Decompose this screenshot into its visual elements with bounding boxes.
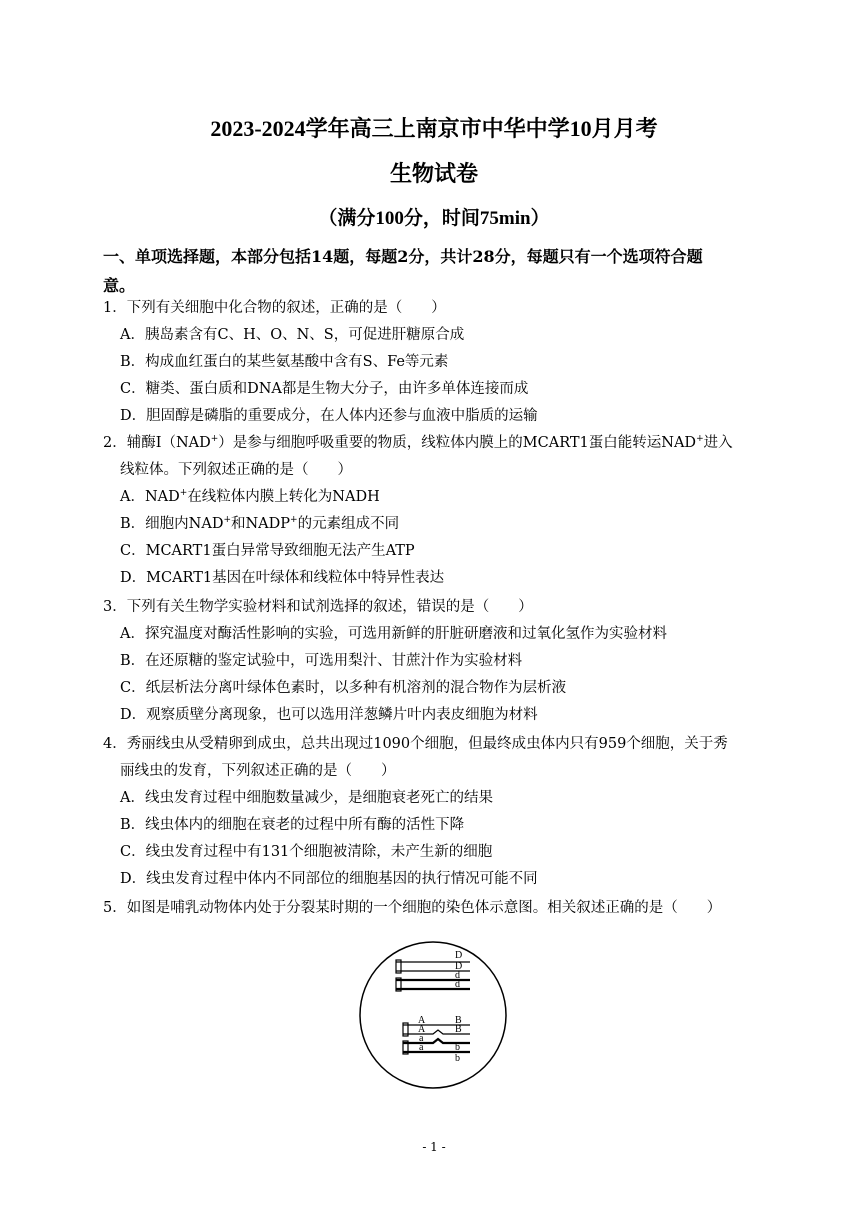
question-stem: 1．下列有关细胞中化合物的叙述，正确的是（ ） [103,300,446,316]
option-d: D．MCART1基因在叶绿体和线粒体中特异性表达 [120,570,445,586]
superscript: + [210,434,219,445]
option-a: A．探究温度对酶活性影响的实验，可选用新鲜的肝脏研磨液和过氧化氢作为实验材料 [120,626,667,642]
cell-chromosome-figure [358,940,508,1090]
section-heading-line1: 一、单项选择题，本部分包括14题，每题2分，共计28分，每题只有一个选项符合题 [103,247,703,266]
allele-label: A [418,1015,426,1026]
option-b [103,511,783,538]
question-1 [103,295,783,430]
cell-outline [360,942,506,1088]
allele-label: b [455,1053,460,1064]
exam-meta: （满分100分，时间75min） [318,208,550,229]
option-c: C．纸层析法分离叶绿体色素时，以多种有机溶剂的混合物作为层析液 [120,680,567,696]
stem-part: 进入 [703,435,733,451]
option-d: D．线虫发育过程中体内不同部位的细胞基因的执行情况可能不同 [120,871,538,887]
question-5 [103,895,783,922]
allele-label: b [455,1042,460,1053]
superscript: + [179,488,188,499]
question-stem: 3．下列有关生物学实验材料和试剂选择的叙述，错误的是（ ） [103,599,533,615]
exam-title: 2023-2024学年高三上南京市中华中学10月月考 [210,116,658,141]
allele-label: d [455,979,460,990]
question-2 [103,430,783,592]
allele-label: D [455,950,463,961]
question-stem-cont: 线粒体。下列叙述正确的是（ ） [120,462,352,478]
option-d: D．胆固醇是磷脂的重要成分，在人体内还参与血液中脂质的运输 [120,408,538,424]
allele-label: a [419,1042,424,1053]
option-part: 和NADP [231,516,291,532]
option-part: 在线粒体内膜上转化为NADH [187,489,380,505]
question-stem-cont: 丽线虫的发育，下列叙述正确的是（ ） [120,763,396,779]
option-part: B．细胞内NAD [120,516,224,532]
allele-label: d [455,970,460,981]
question-4 [103,731,783,893]
allele-label: D [455,961,463,972]
section-heading-line2: 意。 [103,276,136,295]
question-stem: 4．秀丽线虫从受精卵到成虫，总共出现过1090个细胞，但最终成虫体内只有959个细胞，关于秀 [103,736,728,752]
option-d: D．观察质壁分离现象，也可以选用洋葱鳞片叶内表皮细胞为材料 [120,707,538,723]
section-heading [103,242,775,300]
option-a [103,484,783,511]
subject-title: 生物试卷 [389,161,478,186]
question-stem: 5．如图是哺乳动物体内处于分裂某时期的一个细胞的染色体示意图。相关叙述正确的是（ ） [103,900,722,916]
superscript: + [290,515,298,526]
allele-label: A [418,1024,426,1035]
option-c: C．MCART1蛋白异常导致细胞无法产生ATP [120,543,415,559]
option-part: A．NAD [120,489,180,505]
option-c: C．线虫发育过程中有131个细胞被清除，未产生新的细胞 [120,844,493,860]
question-stem [103,430,783,457]
chromosome-group-bottom [403,1015,470,1064]
option-part: 的元素组成不同 [297,516,400,532]
option-b: B．线虫体内的细胞在衰老的过程中所有酶的活性下降 [120,817,465,833]
question-3 [103,594,783,729]
option-a: A．胰岛素含有C、H、O、N、S，可促进肝糖原合成 [120,327,465,343]
stem-part: ）是参与细胞呼吸重要的物质，线粒体内膜上的MCART1蛋白能转运NAD [218,435,697,451]
stem-part: 2．辅酶Ⅰ（NAD [103,435,211,451]
allele-label: B [455,1015,462,1026]
allele-label: B [455,1024,462,1035]
superscript: + [696,434,704,445]
superscript: + [223,515,231,526]
allele-label: a [419,1033,424,1044]
option-a: A．线虫发育过程中细胞数量减少，是细胞衰老死亡的结果 [120,790,493,806]
chromosome-group-top [396,950,470,991]
option-b: B．构成血红蛋白的某些氨基酸中含有S、Fe等元素 [120,354,449,370]
option-c: C．糖类、蛋白质和DNA都是生物大分子，由许多单体连接而成 [120,381,529,397]
page-number: - 1 - [422,1140,446,1154]
option-b: B．在还原糖的鉴定试验中，可选用梨汁、甘蔗汁作为实验材料 [120,653,523,669]
